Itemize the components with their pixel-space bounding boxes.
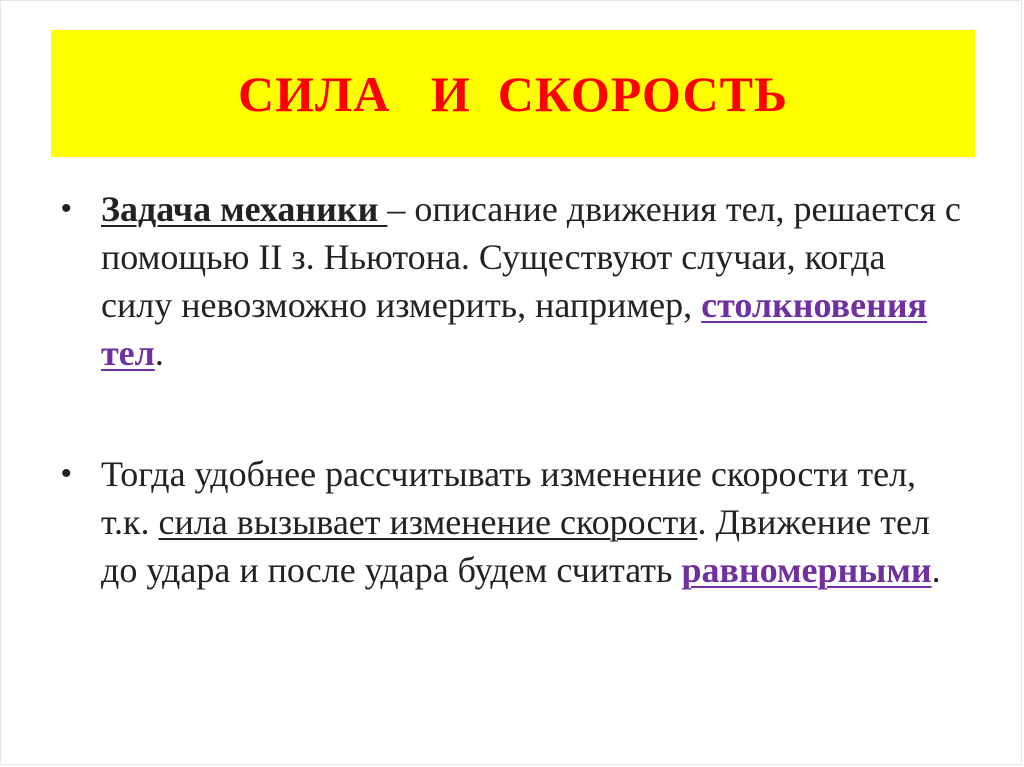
bullet-2-part-1: Тогда удобнее рассчитывать изменение скорости тел, т.к. bbox=[101, 454, 917, 542]
bullet-1-end: . bbox=[154, 333, 164, 373]
bullet-2-part-2: . Движение тел до удара и после удара будем считать bbox=[101, 502, 930, 590]
underlined-phrase: сила вызывает изменение скорости bbox=[158, 502, 698, 542]
link-collisions[interactable]: столкновения тел bbox=[101, 285, 928, 373]
bullet-1-text bbox=[101, 185, 961, 377]
title-banner bbox=[51, 30, 975, 157]
bullet-2-text bbox=[101, 450, 961, 594]
bullet-2-end: . bbox=[931, 550, 941, 590]
bullet-1-part-1: – описание движения тел, решается с помощью II з. Ньютона. Существуют случаи, когда силу невозможно измерить, например, bbox=[101, 189, 961, 325]
slide-title: СИЛА И СКОРОСТЬ bbox=[237, 65, 789, 122]
bullet-2 bbox=[61, 450, 961, 594]
bullet-dot: • bbox=[61, 457, 72, 490]
link-uniform[interactable]: равномерными bbox=[681, 550, 932, 590]
lead-term: Задача механики bbox=[101, 189, 388, 229]
bullet-dot: • bbox=[61, 192, 72, 225]
bullet-1 bbox=[61, 185, 961, 377]
